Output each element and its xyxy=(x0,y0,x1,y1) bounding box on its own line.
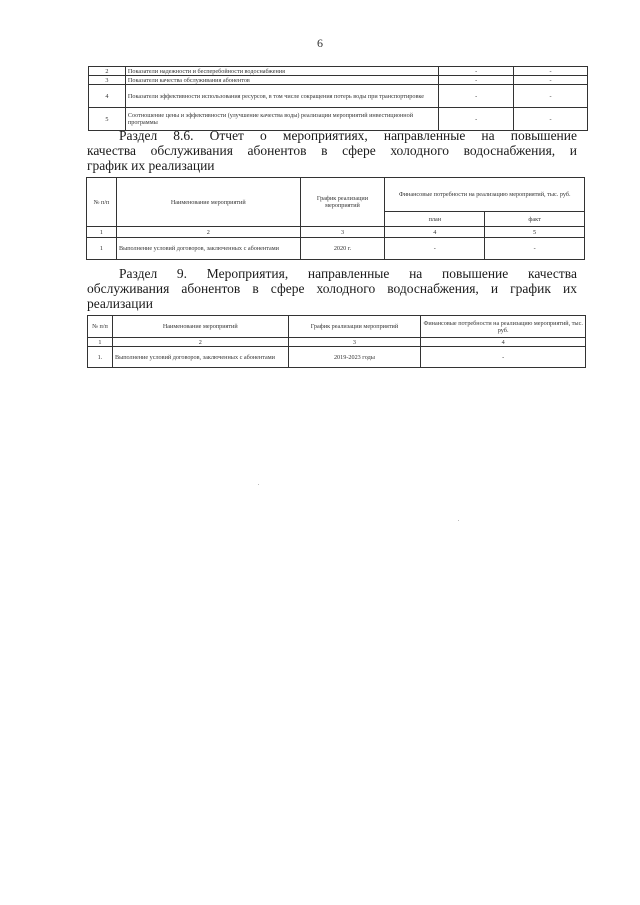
plan-value: - xyxy=(439,67,514,76)
heading-line: обслуживания абонентов в сфере холодного водоснабжения, и график их xyxy=(87,281,577,296)
indicator-name: Соотношение цены и эффективности (улучшение качества воды) реализации мероприятий инвестиционной программы xyxy=(125,108,438,131)
col-header-schedule: График реализации мероприятий xyxy=(288,316,421,338)
heading-line: качества обслуживания абонентов в сфере холодного водоснабжения, и xyxy=(87,143,577,158)
heading-line: график их реализации xyxy=(87,158,215,173)
measure-name: Выполнение условий договоров, заключенных с абонентами xyxy=(116,238,300,260)
col-header-finance: Финансовые потребности на реализацию мероприятий, тыс. руб. xyxy=(421,316,586,338)
column-index-row xyxy=(88,338,586,347)
table-row xyxy=(88,347,586,368)
table-header-row xyxy=(88,316,586,338)
column-index: 3 xyxy=(300,227,385,238)
table-row xyxy=(89,76,588,85)
row-number: 1 xyxy=(87,238,117,260)
column-index: 4 xyxy=(385,227,485,238)
fact-value: - xyxy=(514,76,588,85)
row-number: 3 xyxy=(89,76,126,85)
section-9-table xyxy=(87,315,586,368)
column-index: 1 xyxy=(87,227,117,238)
fact-value: - xyxy=(514,108,588,131)
plan-value: - xyxy=(439,76,514,85)
section-8-6-table xyxy=(86,177,585,260)
indicator-name: Показатели надежности и бесперебойности водоснабжения xyxy=(125,67,438,76)
heading-line: Раздел 9. Мероприятия, направленные на повышение качества xyxy=(119,266,577,281)
section-8-6-heading xyxy=(87,128,577,173)
col-header-finance: Финансовые потребности на реализацию мероприятий, тыс. руб. xyxy=(385,178,585,212)
row-number: 4 xyxy=(89,85,126,108)
col-header-number: № п/п xyxy=(87,178,117,227)
fact-value: - xyxy=(514,85,588,108)
indicators-table xyxy=(88,66,588,131)
column-index-row xyxy=(87,227,585,238)
plan-value: - xyxy=(439,108,514,131)
col-header-name: Наименование мероприятий xyxy=(112,316,288,338)
col-header-plan: план xyxy=(385,212,485,227)
fact-value: - xyxy=(514,67,588,76)
col-header-number: № п/п xyxy=(88,316,113,338)
section-9-heading xyxy=(87,266,577,311)
col-header-schedule: График реализации мероприятий xyxy=(300,178,385,227)
table-header-row xyxy=(87,178,585,212)
column-index: 1 xyxy=(88,338,113,347)
page-number: 6 xyxy=(317,36,323,50)
schedule-value: 2020 г. xyxy=(300,238,385,260)
col-header-fact: факт xyxy=(485,212,585,227)
heading-line: Раздел 8.6. Отчет о мероприятиях, направленные на повышение xyxy=(119,128,577,143)
schedule-value: 2019-2023 годы xyxy=(288,347,421,368)
measure-name: Выполнение условий договоров, заключенных с абонентами xyxy=(112,347,288,368)
column-index: 5 xyxy=(485,227,585,238)
fact-value: - xyxy=(485,238,585,260)
row-number: 2 xyxy=(89,67,126,76)
table-row xyxy=(87,238,585,260)
plan-value: - xyxy=(439,85,514,108)
row-number: 1. xyxy=(88,347,113,368)
col-header-name: Наименование мероприятий xyxy=(116,178,300,227)
table-row xyxy=(89,85,588,108)
row-number: 5 xyxy=(89,108,126,131)
column-index: 2 xyxy=(116,227,300,238)
indicator-name: Показатели эффективности использования ресурсов, в том числе сокращения потерь воды при транспортировке xyxy=(125,85,438,108)
scan-speck xyxy=(458,520,459,521)
column-index: 4 xyxy=(421,338,586,347)
scan-speck xyxy=(258,484,259,485)
column-index: 3 xyxy=(288,338,421,347)
indicator-name: Показатели качества обслуживания абонентов xyxy=(125,76,438,85)
finance-value: - xyxy=(421,347,586,368)
table-row xyxy=(89,67,588,76)
column-index: 2 xyxy=(112,338,288,347)
heading-line: реализации xyxy=(87,296,153,311)
plan-value: - xyxy=(385,238,485,260)
